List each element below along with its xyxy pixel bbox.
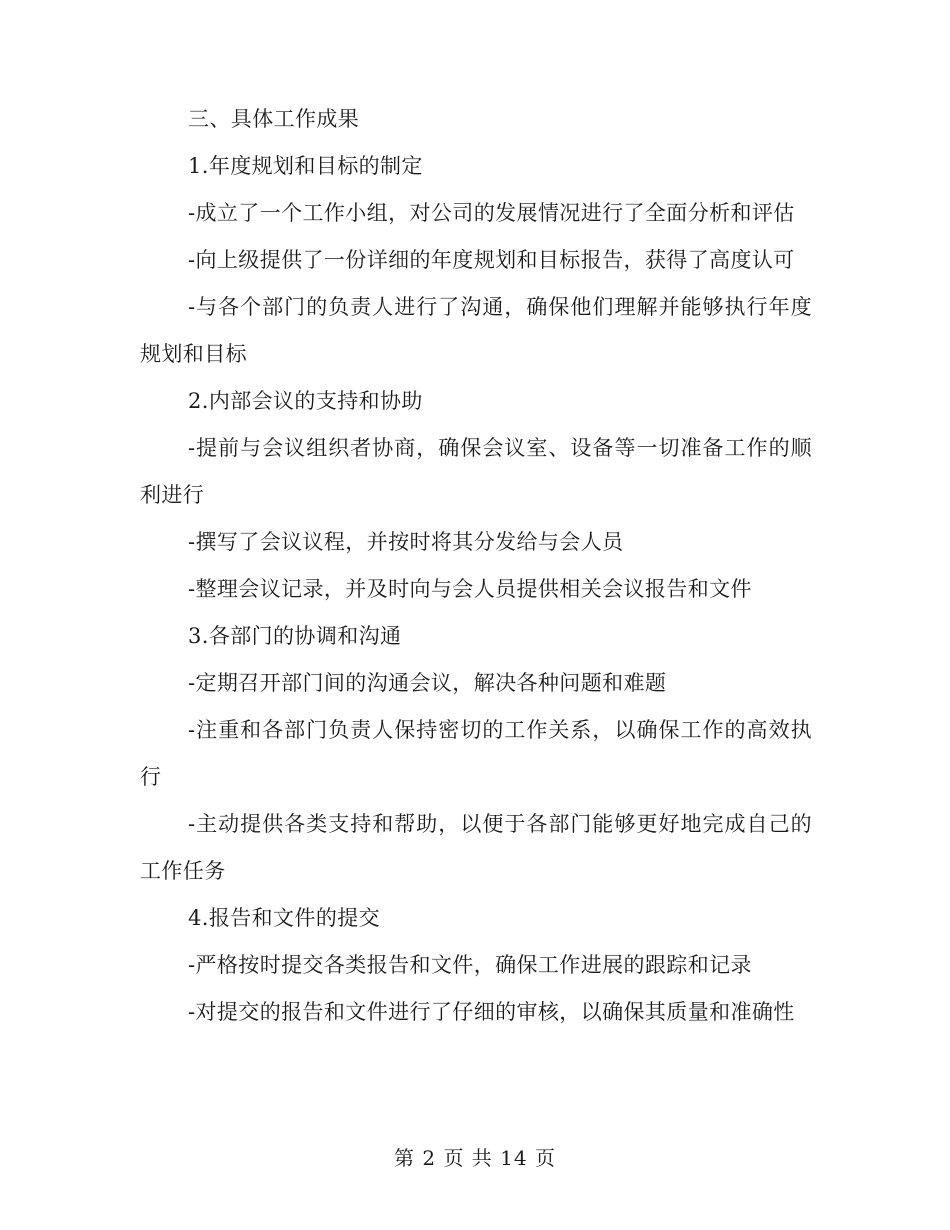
list-item: -与各个部门的负责人进行了沟通，确保他们理解并能够执行年度规划和目标 [140, 295, 812, 366]
list-item: -向上级提供了一份详细的年度规划和目标报告，获得了高度认可 [188, 248, 795, 272]
list-item: -严格按时提交各类报告和文件，确保工作进展的跟踪和记录 [188, 953, 752, 977]
subsection-heading: 4.报告和文件的提交 [188, 906, 381, 930]
list-item: -成立了一个工作小组，对公司的发展情况进行了全面分析和评估 [188, 201, 795, 225]
list-item: -对提交的报告和文件进行了仔细的审核，以确保其质量和准确性 [188, 1000, 795, 1024]
subsection-heading: 1.年度规划和目标的制定 [188, 154, 423, 178]
list-item: -提前与会议组织者协商，确保会议室、设备等一切准备工作的顺利进行 [140, 436, 812, 507]
list-item: -撰写了会议议程，并按时将其分发给与会人员 [188, 530, 624, 554]
list-item: -主动提供各类支持和帮助，以便于各部门能够更好地完成自己的工作任务 [140, 812, 812, 883]
list-item: -定期召开部门间的沟通会议，解决各种问题和难题 [188, 671, 667, 695]
list-item: -注重和各部门负责人保持密切的工作关系，以确保工作的高效执行 [140, 718, 812, 789]
document-body [140, 96, 812, 1036]
subsection-heading: 3.各部门的协调和沟通 [188, 624, 402, 648]
subsection-heading: 2.内部会议的支持和协助 [188, 389, 423, 413]
section-heading: 三、具体工作成果 [188, 107, 360, 131]
page-number-footer: 第 2 页 共 14 页 [394, 1146, 556, 1170]
list-item: -整理会议记录，并及时向与会人员提供相关会议报告和文件 [188, 577, 752, 601]
